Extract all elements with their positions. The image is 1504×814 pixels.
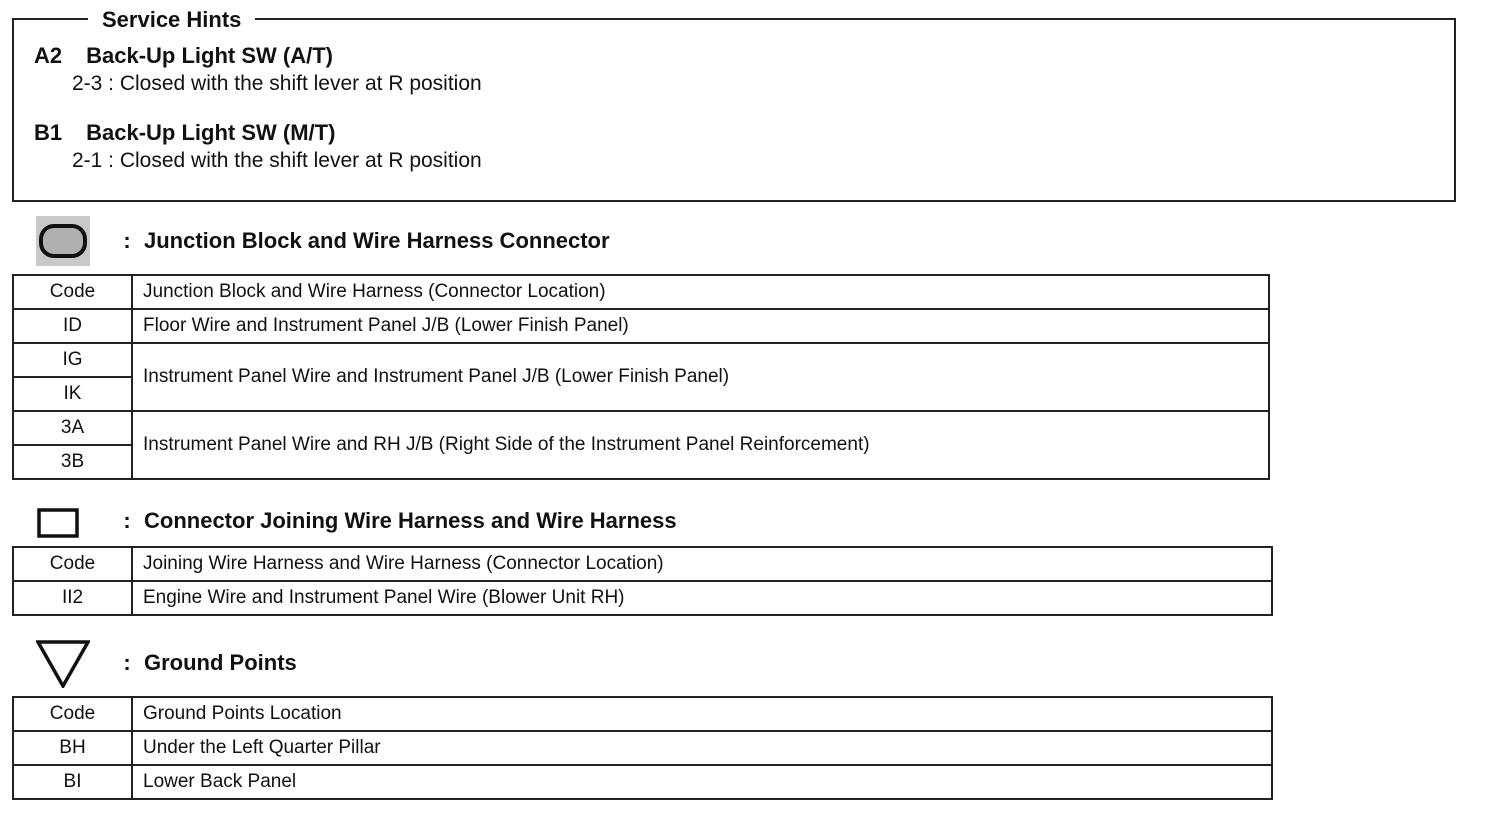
column-header-location: Ground Points Location (132, 697, 1272, 731)
row-code: IG (13, 343, 132, 377)
hint-detail: 2-3 : Closed with the shift lever at R position (72, 72, 482, 95)
junction-section-title: Junction Block and Wire Harness Connector (144, 228, 610, 253)
section-colon: : (123, 508, 131, 533)
ground-triangle-icon (36, 638, 90, 688)
row-location: Lower Back Panel (132, 765, 1272, 799)
table-header-row (13, 697, 1272, 731)
column-header-code: Code (13, 547, 132, 581)
column-header-location: Junction Block and Wire Harness (Connector Location) (132, 275, 1269, 309)
row-code: ID (13, 309, 132, 343)
hint-item (34, 42, 482, 98)
service-hints-title: Service Hints (88, 5, 255, 35)
junction-block-icon (36, 216, 90, 266)
hint-name: Back-Up Light SW (M/T) (86, 120, 336, 145)
table-row (13, 581, 1272, 615)
table-row (13, 411, 1269, 445)
row-code: BI (13, 765, 132, 799)
table-row (13, 731, 1272, 765)
table-row (13, 309, 1269, 343)
row-code: BH (13, 731, 132, 765)
row-location: Under the Left Quarter Pillar (132, 731, 1272, 765)
table-row (13, 765, 1272, 799)
section-colon: : (123, 228, 131, 253)
row-code: IK (13, 377, 132, 411)
row-location: Instrument Panel Wire and Instrument Panel J/B (Lower Finish Panel) (132, 343, 1269, 411)
ground-table (12, 696, 1273, 800)
row-code: II2 (13, 581, 132, 615)
column-header-code: Code (13, 697, 132, 731)
row-code: 3A (13, 411, 132, 445)
hint-code: B1 (34, 120, 63, 145)
table-row (13, 343, 1269, 377)
row-location: Floor Wire and Instrument Panel J/B (Lower Finish Panel) (132, 309, 1269, 343)
table-header-row (13, 275, 1269, 309)
connector-table (12, 546, 1273, 616)
connector-box-icon (36, 496, 90, 546)
hint-detail: 2-1 : Closed with the shift lever at R position (72, 149, 482, 172)
table-header-row (13, 547, 1272, 581)
column-header-location: Joining Wire Harness and Wire Harness (Connector Location) (132, 547, 1272, 581)
connector-section-title: Connector Joining Wire Harness and Wire Harness (144, 508, 677, 533)
hint-name: Back-Up Light SW (A/T) (86, 43, 333, 68)
row-code: 3B (13, 445, 132, 479)
section-colon: : (123, 650, 131, 675)
row-location: Engine Wire and Instrument Panel Wire (Blower Unit RH) (132, 581, 1272, 615)
row-location: Instrument Panel Wire and RH J/B (Right Side of the Instrument Panel Reinforcement) (132, 411, 1269, 479)
hint-item (34, 119, 482, 175)
hint-code: A2 (34, 43, 63, 68)
junction-table (12, 274, 1270, 480)
connector-section-header (36, 496, 677, 546)
ground-section-header (36, 638, 297, 688)
ground-section-title: Ground Points (144, 650, 297, 675)
junction-section-header (36, 216, 610, 266)
column-header-code: Code (13, 275, 132, 309)
